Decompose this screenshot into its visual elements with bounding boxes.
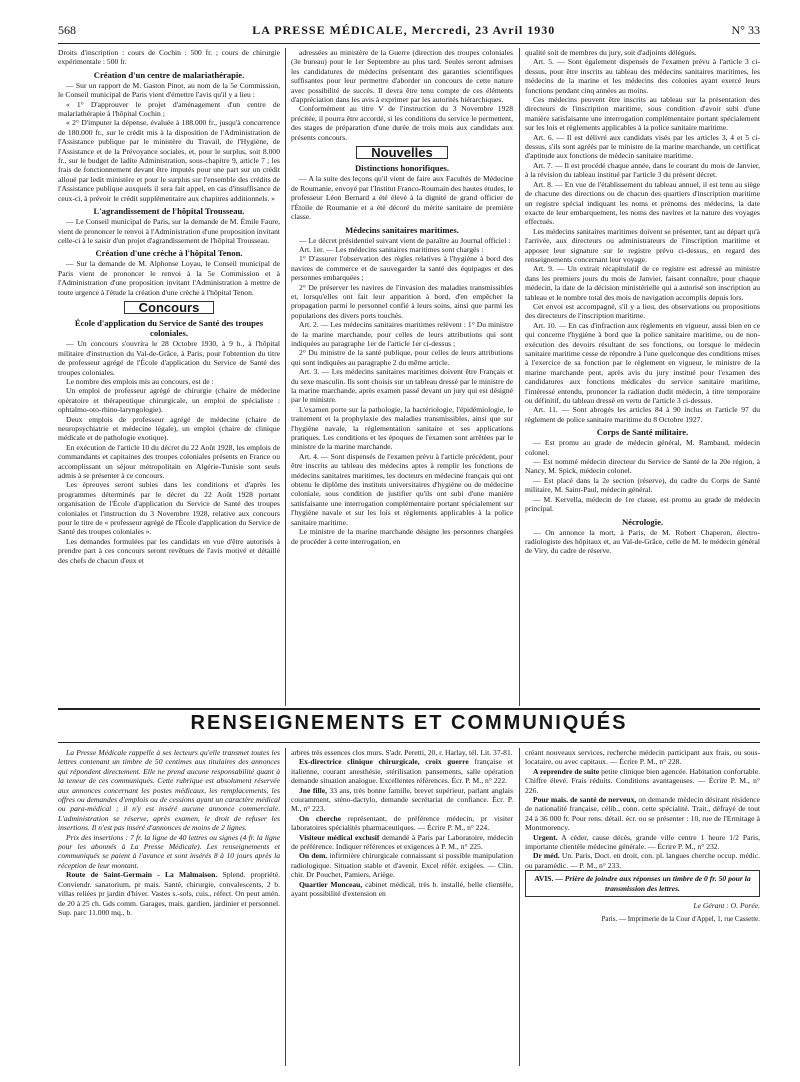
banner-rule — [58, 708, 760, 710]
section-heading: Nécrologie. — [621, 516, 664, 527]
paragraph: Cet envoi est accompagné, s'il y a lieu, des observations ou propositions des directeurs de l'inscription maritime. — [525, 301, 760, 321]
classified-ad: Route de Saint-Germain - La Malmaison. Splend. propriété. Conviendr. sanatorium, pr mais. Santé, chirurgie, convalescents, 2 b. villas reliées pr jardin d'hiver. Vastes s.-sols, cuis., réfect. On peut amén. de 20 à 25 ch. Gds comm. Garages, mais. gardien, jardinier et personnel. Sup. parc 11.000 mq., b. — [58, 870, 280, 917]
paragraph: Art. 9. — Un extrait récapitulatif de ce registre est adressé au ministre dans les premiers jours du mois de Janvier, faisant connaître, pour chaque médecin, la date de la décision ministérielle qui a autorisé son inscription au tableau et le nombre total des mois de navigation accomplis depuis lors. — [525, 264, 760, 302]
paragraph: Les médecins sanitaires maritimes doivent se présenter, tant au départ qu'à l'arrivée, aux directeurs ou administrateurs de l'inscription maritime et apposer leur signature sur le registre prévu ci-dessus, en regard des renseignements concernant leur voyage. — [525, 226, 760, 264]
paragraph: — Est placé dans la 2e section (réserve), du cadre du Corps de Santé militaire, M. Saint-Paul, médecin général. — [525, 475, 760, 495]
paragraph: Un emploi de professeur agrégé de chirurgie (chaire de médecine opératoire et thérapeutique chirurgicale, un emploi de spécialiste : ophtalmo-oto-rhino-laryngologie). — [58, 386, 280, 415]
paragraph: Deux emplois de professeur agrégé de médecine (chaire de neuropsychiatrie et médecine légale), un emploi (chaire de clinique médicale et de pathologie exotique). — [58, 414, 280, 443]
paragraph: Art. 10. — En cas d'infraction aux règlements en vigueur, aussi bien en ce qui concerne l'hygiène à bord que la police sanitaire maritime, ou de non-exécution des devoirs résultant de ses fonctions, ou lorsque le médecin sanitaire maritime cesse de répondre à l'une quelconque des conditions mises à l'exercice de sa fonction par le règlement en vigueur, le ministre de la marine marchande peut, après avis du jury institué pour l'examen des candidatures aux fonctions médicales du service sanitaire maritime, l'intéressé entendu, prononcer la radiation dudit médecin, à titre temporaire ou définitif, du tableau dressé en vertu de l'article 3 ci-dessus. — [525, 320, 760, 406]
classified-ad: On cherche représentant, de préférence médecin, pr visiter laboratoires spécialités pharmaceutiques. — Écrire P. M., n° 224. — [291, 813, 513, 833]
classified-ad: Urgent. A céder, cause décès, grande ville centre 1 heure 1/2 Paris, importante clientèle médecine générale. — Écrire P. M., n° 232. — [525, 832, 760, 852]
paragraph: Les demandes formulées par les candidats en vue d'être autorisés à prendre part à ces concours seront revêtues de l'avis motivé et détaillé des chefs de chacun d'eux et — [58, 536, 280, 565]
paragraph: — Sur la demande de M. Alphonse Loyau, le Conseil municipal de Paris vient de prononcer le renvoi à la 5e Commission et à l'Administration d'une proposition invitant l'Administration à mettre de toute urgence à l'étude la création d'une crèche à l'hôpital Tenon. — [58, 259, 280, 297]
section-heading: L'agrandissement de l'hôpital Trousseau. — [93, 206, 245, 217]
section-banner: RENSEIGNEMENTS ET COMMUNIQUÉS — [190, 712, 628, 734]
paragraph: Art. 7. — Il est procédé chaque année, dans le courant du mois de Janvier, à la révision du tableau institué par l'article 3 du présent décret. — [525, 160, 760, 180]
column-divider — [285, 48, 286, 706]
concours-heading: Concours — [58, 301, 280, 314]
classified-ad: Jne fille, 33 ans, très bonne famille, brevet supérieur, parlant anglais couramment, sténo-dactylo, demande secrétariat de confiance. Écr. P. M., n° 223. — [291, 785, 513, 814]
paragraph: — On annonce la mort, à Paris, de M. Robert Chaperon, électro-radiologiste des hôpitaux et, au Val-de-Grâce, celle de M. le médecin général de Viry, du cadre de réserve. — [525, 527, 760, 556]
paragraph: Art. 5. — Sont également dispensés de l'examen prévu à l'article 3 ci-dessus, pour être inscrits au tableau des médecins sanitaires maritimes, les médecins de la marine et les médecins des colonies ayant exercé leurs fonctions pendant cinq années au moins. — [525, 57, 760, 95]
journal-title: LA PRESSE MÉDICALE, Mercredi, 23 Avril 1930 — [252, 22, 556, 37]
ads-column-2 — [291, 748, 513, 1068]
paragraph: « 2° D'imputer la dépense, évaluée à 188.000 fr., jusqu'à concurrence de 180.000 fr., sur le crédit mis à la disposition de l'Administration de l'Assistance publique par le ministère du Travail, de l'Hygiène, de l'Assistance et de la Prévoyance sociales, et, pour le surplus, soit 8.000 fr., sur le budget de ladite Administration, sous-chapitre 9, article 7 ; les frais de fonctionnement devant être imputés pour une part sur un crédit alloué par ledit ministère et pour le surplus sur l'ensemble des crédits de l'Assistance publique auxquels il sera fait appel, en cas d'insuffisance de ceux-ci, à prévoir le crédit supplémentaire aux chapitres additionnels. » — [58, 118, 280, 203]
column-divider — [285, 748, 286, 1066]
paragraph: Art. 11. — Sont abrogés les articles 84 à 90 inclus et l'article 97 du règlement de police sanitaire maritime du 8 Octobre 1927. — [525, 405, 760, 424]
paragraph: 2° Du ministre de la santé publique, pour celles de leurs attributions qui sont indiquées au paragraphe 2 du même article. — [291, 348, 513, 367]
classified-ad: créant nouveaux services, recherche médecin participant aux frais, ou sous-locataire, ou avec capitaux. — Écrire P. M., n° 228. — [525, 748, 760, 767]
section-heading: Création d'une crèche à l'hôpital Tenon. — [95, 248, 243, 259]
paragraph: — M. Kervella, médecin de 1re classe, est promu au grade de médecin principal. — [525, 494, 760, 514]
gerant-signature: Le Gérant : O. Porée. — [693, 901, 760, 911]
classified-ad: Dr méd. Un. Paris, Doct. en droit, con. pl. langues cherche occup. médic. ou paramédic. — P. M., n° 233. — [525, 851, 760, 870]
avis-text: Prière de joindre aux réponses un timbre de 0 fr. 50 pour la transmission des lettres. — [564, 874, 751, 893]
paragraph: — Est promu au grade de médecin général, M. Rambaud, médecin colonel. — [525, 438, 760, 457]
paragraph: — Est nommé médecin directeur du Service de Santé de la 20e région, à Nancy, M. Spick, médecin colonel. — [525, 457, 760, 476]
paragraph: adressées au ministère de la Guerre (direction des troupes coloniales (3e bureau) pour le 1er Septembre au plus tard. Seules seront admises les candidatures de médecins présentant des garanties scientifiques suffisantes pour leur permettre d'aborder un concours de cette nature avec possibilité de succès. Il devra être tenu compte de ces éléments d'appréciation dans les avis à exprimer par les autorités hiérarchiques. — [291, 48, 513, 105]
classified-ad: Pour mais. de santé de nerveux, on demande médecin désirant résidence de nationalité française, célib., conn. cette spécialité. Trait., défrayé de tout 24 à 36 000 fr. Pour rens. détail. écr. ou se présenter : 10, rue de l'Ermitage à Montmorency. — [525, 795, 760, 833]
intro-text: Droits d'inscription : cours de Cochin : 500 fr. ; cours de chirurgie expérimentale : 500 fr. — [58, 48, 280, 67]
classified-ad: arbres très essences clos murs. S'adr. Peretti, 20, r. Harlay, tél. Lit. 37-81. — [291, 748, 513, 757]
page-header — [58, 20, 760, 40]
page-number: 568 — [58, 22, 76, 37]
nouvelles-heading: Nouvelles — [291, 146, 513, 159]
paragraph: 2° De préserver les navires de l'invasion des maladies transmissibles et, lorsqu'elles ont fait leur apparition à bord, d'en empêcher la propagation parmi le personnel confié à leurs soins, ainsi que parmi les populations des divers ports touchés. — [291, 282, 513, 320]
column-1 — [58, 48, 280, 708]
paragraph: « 1° D'approuver le projet d'aménagement d'un centre de malariathérapie à l'hôpital Cochin ; — [58, 99, 280, 119]
paragraph: Le nombre des emplois mis au concours, est de : — [66, 376, 214, 386]
paragraph: — Le Conseil municipal de Paris, sur la demande de M. Émile Faure, vient de prononcer le renvoi à l'Administration d'une proposition invitant celle-ci à le saisir d'un projet d'agrandissement de l'hôpital Trousseau. — [58, 217, 280, 245]
paragraph: Art. 2. — Les médecins sanitaires maritimes relèvent : 1° Du ministre de la marine marchande, pour celles de leurs attributions qui sont indiquées au paragraphe 1er de l'article 1er ci-dessus ; — [291, 320, 513, 348]
column-divider — [519, 748, 520, 1066]
paragraph: 1° D'assurer l'observation des règles relatives à l'hygiène à bord des navires de commerce et de sauvegarder la santé des équipages et des personnes embarquées ; — [291, 254, 513, 283]
ads-column-1 — [58, 748, 280, 1068]
classified-ad: Visiteur médical exclusif demandé à Paris par Laboratoire, médecin de préférence. Indiquer références et exigences à P. M., n° 225. — [291, 832, 513, 852]
paragraph: Conformément au titre V de l'instruction du 3 Novembre 1928 précitée, il pourra être accordé, si les conditions du service le permettent, des stages de préparation d'une durée de trois mois aux candidats aux présents concours. — [291, 104, 513, 142]
paragraph: — Le décret présidentiel suivant vient de paraître au Journal officiel : — [299, 235, 511, 245]
paragraph: — A la suite des leçons qu'il vient de faire aux Facultés de Médecine de Roumanie, envoyé par l'Institut Franco-Roumain des hautes études, le professeur Léon Bernard a été élevé à la dignité de grand officier de l'Étoile de Roumanie et a été décoré du mérite sanitaire de première classe. — [291, 174, 513, 222]
paragraph: Art. 3. — Les médecins sanitaires maritimes doivent être Français et du sexe masculin. Ils sont choisis sur un tableau dressé par le ministre de la marine marchande, après examen passé devant un jury qui est désigné par le ministre. — [291, 367, 513, 405]
classified-ad: Ex-directrice clinique chirurgicale, croix guerre française et italienne, courant anesthésie, stérilisation pansements, salle opération demande situation analogue. Excellentes références. Écr. P. M., n° 222. — [291, 757, 513, 786]
paragraph: L'examen porte sur la pathologie, la bactériologie, l'épidémiologie, le traitement et la prophylaxie des maladies transmissibles, ainsi que sur l'hygiène navale, la réglementation sanitaire et ses applications pratiques. Les conditions et les époques de l'examen sont arrêtées par le ministre de la marine marchande. — [291, 404, 513, 452]
printer-line: Paris. — Imprimerie de la Cour d'Appel, 1, rue Cassette. — [601, 914, 760, 923]
issue-number: N° 33 — [731, 22, 760, 37]
classified-ad: On dem. infirmière chirurgicale connaissant si possible manipulation radiologique. Situation stable et d'avenir. Excel référ. exigées. — Clin. chir. Dr Pouchet, Pamiers, Ariège. — [291, 851, 513, 880]
ads-column-3 — [525, 748, 760, 1068]
paragraph: Art. 1er. — Les médecins sanitaires maritimes sont chargés : — [299, 244, 484, 254]
paragraph: — Un concours s'ouvrira le 28 Octobre 1930, à 9 h., à l'hôpital militaire d'instruction du Val-de-Grâce, à Paris, pour l'obtention du titre de professeur agrégé de l'École d'application du Service de Santé des troupes coloniales. — [58, 339, 280, 377]
section-heading: École d'application du Service de Santé des troupes coloniales. — [74, 318, 264, 339]
paragraph: Art. 6. — Il est délivré aux candidats visés par les articles 3, 4 et 5 ci-dessus, s'ils sont agréés par le ministre de la marine marchande, un certificat d'aptitude aux fonctions de médecin sanitaire maritime. — [525, 132, 760, 161]
section-heading: Corps de Santé militaire. — [596, 427, 689, 438]
paragraph: Art. 8. — En vue de l'établissement du tableau annuel, il est tenu au siège de chacune des directions ou de chacun des quartiers d'inscription maritime un registre spécial indiquant les noms et prénoms des médecins, la date exacte de leur embarquement, les noms des navires et la nature des voyages effectués. — [525, 179, 760, 227]
classified-ad: A reprendre de suite petite clinique bien agencée. Habitation confortable. Chiffre élevé. Frais réduits. Conditions avantageuses. — Écrire P. M., n° 226. — [525, 766, 760, 795]
header-rule — [58, 43, 760, 44]
column-3 — [525, 48, 760, 708]
column-2 — [291, 48, 513, 708]
section-heading: Création d'un centre de malariathérapie. — [93, 69, 245, 80]
paragraph: Art. 4. — Sont dispensés de l'examen prévu à l'article précédent, pour être inscrits au tableau des médecins aptes à remplir les fonctions de médecins sanitaires maritimes, les docteurs en médecine français qui ont obtenu le diplôme des instituts universitaires d'hygiène ou de médecine coloniale, sous condition de justifier qu'ils ont subi d'une manière satisfaisante une interrogation complémentaire portant spécialement sur l'hygiène navale et sur les lois et règlements applicables à la police sanitaire maritime. — [291, 451, 513, 527]
avis-box — [525, 870, 760, 897]
banner-rule — [58, 742, 760, 743]
ad-notice: La Presse Médicale rappelle à ses lecteurs qu'elle transmet toutes les lettres contenant un timbre de 50 centimes aux titulaires des annonces qui répondent directement. Elle ne prend aucune responsabilité quant à la teneur de ces communiqués. Cette rubrique est absolument réservée aux annonces concernant les postes médicaux, les remplacements, les offres ou demandes d'emplois ou de cessions ayant un caractère médical ou para-médical ; il n'y est inséré aucune annonce commerciale. L'administration se réserve, après examen, le droit de refuser les insertions. Il n'est pas inséré d'annonces de moins de 2 lignes. — [58, 748, 280, 833]
classified-ad: Quartier Monceau, cabinet médical, très b. installé, belle clientèle, ayant possibilité d'extension en — [291, 879, 513, 899]
paragraph: — Sur un rapport de M. Gaston Pinot, au nom de la 5e Commission, le Conseil municipal de Paris vient d'émettre l'avis qu'il y a lieu : — [58, 80, 280, 100]
column-divider — [519, 48, 520, 706]
paragraph: Le ministre de la marine marchande désigne les personnes chargées de procéder à cette interrogation, en — [291, 527, 513, 546]
paragraph: Les épreuves seront subies dans les conditions et d'après les programmes déterminés par le décret du 22 Août 1928 portant organisation de l'École d'application du Service de Santé des troupes coloniales et l'instruction du 3 Novembre 1928, relative aux concours pour le titre de « professeur agrégé de l'École d'application du Service de Santé des troupes coloniales ». — [58, 480, 280, 537]
paragraph: Ces médecins peuvent être inscrits au tableau sur la présentation des directeurs de l'inscription maritime, sous condition d'avoir subi d'une manière satisfaisante une interrogation complémentaire portant spécialement sur les lois et règlements applicables à la police sanitaire maritime. — [525, 95, 760, 133]
ad-notice: Prix des insertions : 7 fr. la ligne de 40 lettres ou signes (4 fr. la ligne pour les abonnés à La Presse Médicale). Les renseignements et communiqués se paient à l'avance et sont insérés 8 à 10 jours après la réception de leur montant. — [58, 832, 280, 870]
avis-label: AVIS. — — [534, 874, 563, 884]
section-heading: Médecins sanitaires maritimes. — [345, 224, 459, 235]
section-heading: Distinctions honorifiques. — [354, 163, 450, 174]
paragraph: En exécution de l'article 10 du décret du 22 Août 1928, les emplois de commandants et capitaines des troupes coloniales présents en France ou accomplissant un séjour métropolitain en Algérie-Tunisie sont seuls admis à se présenter à ce concours. — [58, 442, 280, 481]
paragraph: qualité soit de membres du jury, soit d'adjoints délégués. — [525, 48, 697, 57]
